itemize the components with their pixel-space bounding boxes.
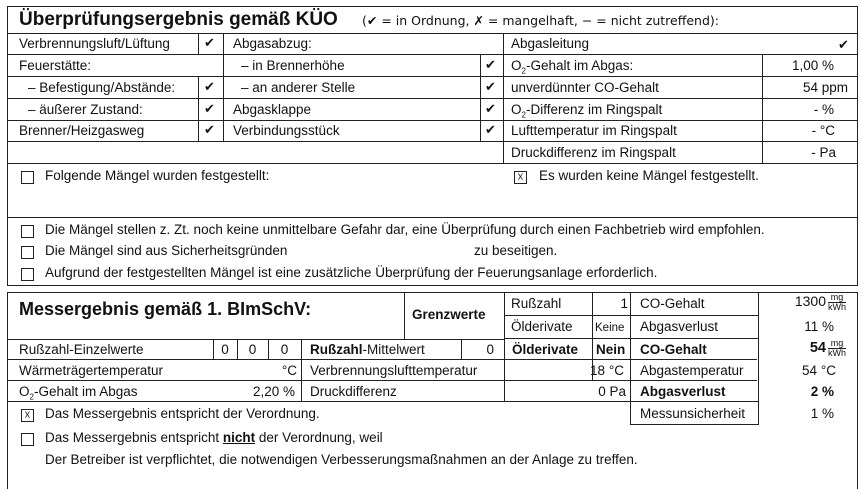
- abgastemp-label: Abgastemperatur: [640, 363, 744, 378]
- result-nok-checkbox[interactable]: [21, 433, 34, 446]
- operator-note: Der Betreiber ist verpflichtet, die notwendigen Verbesserungsmaßnahmen an der Anlage zu treffen.: [45, 452, 638, 467]
- row-abgasabzug-label: Abgasabzug:: [233, 36, 312, 51]
- limit-oelderivate-label: Ölderivate: [511, 319, 573, 334]
- russ-einzel-3: 0: [280, 342, 289, 357]
- row-abgasleitung-label: Abgasleitung: [511, 36, 590, 51]
- note-3-label: Aufgrund der festgestellten Mängel ist eine zusätzliche Überprüfung der Feuerungsanlage erforderlich.: [45, 265, 658, 280]
- row-brennerhoehe-label: – in Brennerhöhe: [241, 58, 345, 73]
- russ-mittel-label: Rußzahl-Mittelwert: [310, 342, 425, 357]
- limit-russzahl-label: Rußzahl: [511, 296, 562, 311]
- limits-header: Grenzwerte: [412, 307, 486, 322]
- row-brenner-mark: ✔: [204, 123, 215, 138]
- defects-found-label: Folgende Mängel wurden festgestellt:: [45, 168, 270, 183]
- row-co-gehalt-label: unverdünnter CO-Gehalt: [511, 80, 659, 95]
- result-nok-label: Das Messergebnis entspricht nicht der Verordnung, weil: [45, 430, 383, 445]
- section1-legend: (✔ = in Ordnung, ✗ = mangelhaft, − = nicht zutreffend):: [362, 13, 719, 28]
- verbrennungsluft-label: Verbrennungslufttemperatur: [310, 363, 478, 378]
- messunsicherheit-label: Messunsicherheit: [640, 406, 746, 421]
- section1-title: Überprüfungsergebnis gemäß KÜO: [19, 9, 338, 30]
- row-lufttemperatur-label: Lufttemperatur im Ringspalt: [511, 123, 677, 138]
- row-o2-differenz-label: $O_2$-Differenz im Ringspalt: [511, 102, 663, 120]
- result-ok-label: Das Messergebnis entspricht der Verordnung.: [45, 406, 320, 421]
- row-lufttemperatur-value: - °C: [811, 123, 835, 138]
- row-abgasleitung-mark: ✔: [838, 38, 849, 53]
- row-zustand-mark: ✔: [204, 102, 215, 117]
- row-andere-stelle-mark: ✔: [485, 80, 496, 95]
- o2-abgas-value: 2,20 %: [252, 384, 295, 399]
- co-result-value: 54 $\frac{mg}{\text{kWh}}$: [809, 338, 846, 358]
- row-befestigung-label: – Befestigung/Abstände:: [28, 80, 176, 95]
- row-verbrennungsluft-mark: ✔: [204, 36, 215, 51]
- o2-abgas-label: $O_2$-Gehalt im Abgas: [19, 384, 138, 402]
- row-co-gehalt-value: 54 ppm: [802, 80, 848, 95]
- result-ok-checkbox[interactable]: ☓: [21, 409, 34, 422]
- limit-co-label: CO-Gehalt: [640, 296, 705, 311]
- row-brennerhoehe-mark: ✔: [485, 58, 496, 73]
- note-2-label-end: zu beseitigen.: [474, 243, 558, 258]
- russ-mittel-value: 0: [486, 342, 494, 357]
- waermetraeger-value: °C: [281, 363, 297, 378]
- row-abgasklappe-label: Abgasklappe: [233, 102, 312, 117]
- russ-einzel-2: 0: [248, 342, 257, 357]
- waermetraeger-label: Wärmeträgertemperatur: [19, 363, 164, 378]
- row-verbindungsstueck-mark: ✔: [485, 123, 496, 138]
- row-abgasklappe-mark: ✔: [485, 102, 496, 117]
- row-andere-stelle-label: – an anderer Stelle: [241, 80, 356, 95]
- row-o2-differenz-value: - %: [813, 102, 834, 117]
- russ-einzel-1: 0: [221, 342, 229, 357]
- note-1-label: Die Mängel stellen z. Zt. noch keine unmittelbare Gefahr dar, eine Überprüfung durch einen Fachbetrieb wird empfohlen.: [45, 222, 765, 237]
- druckdifferenz-value: 0 Pa: [598, 384, 626, 399]
- abgasverlust-result-value: 2 %: [810, 384, 834, 399]
- row-o2-gehalt-label: $O_2$-Gehalt im Abgas:: [511, 58, 634, 76]
- row-verbindungsstueck-label: Verbindungsstück: [233, 123, 340, 138]
- row-befestigung-mark: ✔: [204, 80, 215, 95]
- russ-einzel-label: Rußzahl-Einzelwerte: [19, 342, 144, 357]
- limit-abgasverlust-label: Abgasverlust: [640, 319, 719, 334]
- oelderivate-result-value: Nein: [596, 342, 626, 357]
- row-o2-gehalt-value: 1,00 %: [791, 58, 834, 73]
- no-defects-label: Es wurden keine Mängel festgestellt.: [539, 168, 759, 183]
- row-verbrennungsluft-label: Verbrennungsluft/Lüftung: [19, 36, 170, 51]
- limit-co-value: 1300 $\frac{mg}{\text{kWh}}$: [794, 292, 846, 312]
- abgastemp-value: 54 °C: [802, 363, 836, 378]
- abgasverlust-result-label: Abgasverlust: [640, 384, 726, 399]
- note-2-label: Die Mängel sind aus Sicherheitsgründen: [45, 243, 288, 258]
- section2-title: Messergebnis gemäß 1. BImSchV:: [19, 299, 312, 319]
- row-druckdifferenz-value: - Pa: [811, 145, 836, 160]
- verbrennungsluft-value: 18 °C: [590, 363, 624, 378]
- row-druckdifferenz-label: Druckdifferenz im Ringspalt: [511, 145, 676, 160]
- limit-russzahl-value: 1: [620, 296, 628, 311]
- no-defects-checkbox[interactable]: ☓: [514, 171, 527, 184]
- oelderivate-result-label: Ölderivate: [512, 342, 579, 357]
- limit-oelderivate-value: Keine: [595, 322, 625, 334]
- row-feuerstaette-label: Feuerstätte:: [19, 58, 92, 73]
- limit-abgasverlust-value: 11 %: [804, 319, 834, 334]
- row-zustand-label: – äußerer Zustand:: [28, 102, 143, 117]
- co-result-label: CO-Gehalt: [640, 342, 707, 357]
- messunsicherheit-value: 1 %: [810, 406, 834, 421]
- row-brenner-label: Brenner/Heizgasweg: [19, 123, 145, 138]
- druckdifferenz-label: Druckdifferenz: [310, 384, 397, 399]
